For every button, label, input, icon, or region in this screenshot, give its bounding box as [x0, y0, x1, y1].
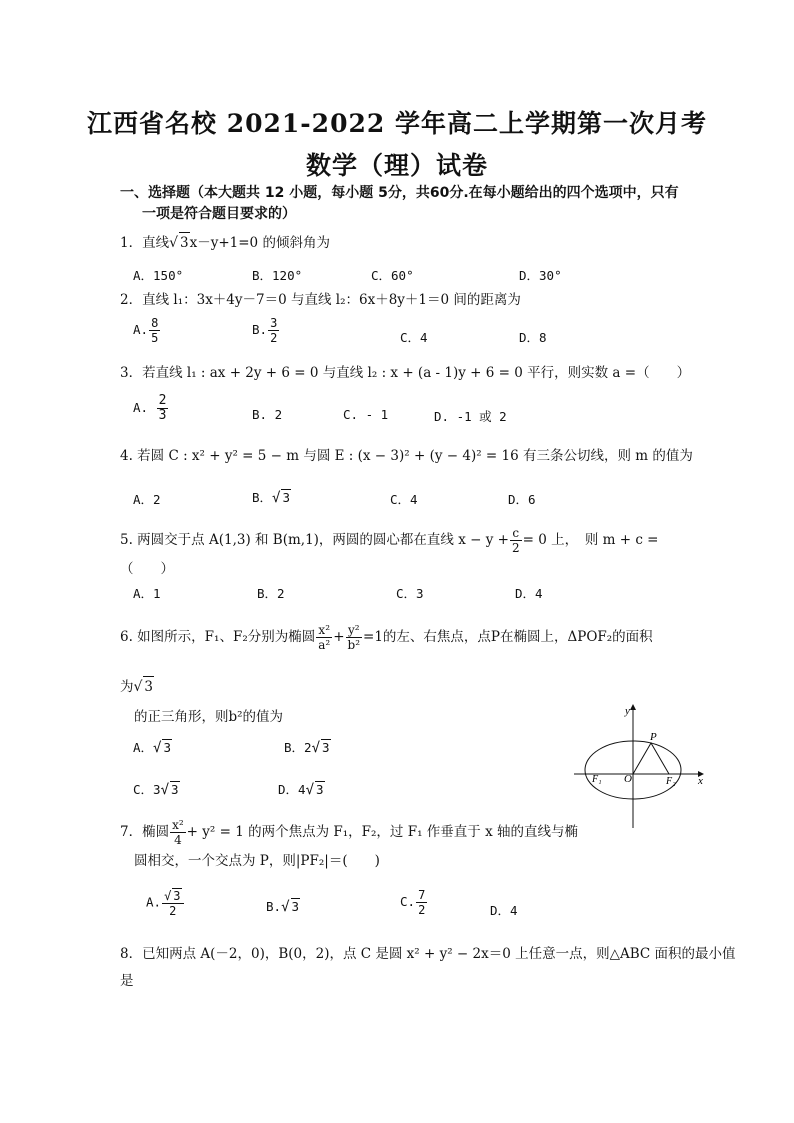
question-4: 4. 若圆 C : x² + y² = 5 − m 与圆 E : (x − 3)² + (y − 4)² = 16 有三条公切线，则 m 的值为	[120, 448, 693, 464]
ellipse-figure	[570, 700, 710, 835]
question-3: 3．若直线 l₁ : ax + 2y + 6 = 0 与直线 l₂ : x + (a - 1)y + 6 = 0 平行，则实数 a =（ ）	[120, 365, 691, 381]
question-2: 2．直线 l₁：3x＋4y－7＝0 与直线 l₂：6x＋8y＋1＝0 间的距离为	[120, 292, 521, 308]
label-o: O	[624, 773, 632, 785]
q4-option-d[interactable]: D．6	[508, 492, 536, 507]
label-y: y	[625, 705, 630, 717]
q2-option-d[interactable]: D．8	[519, 330, 547, 345]
q7-option-d[interactable]: D．4	[490, 903, 518, 918]
question-7-line2: 圆相交，一个交点为 P，则|PF₂|＝( )	[134, 853, 380, 869]
q5-option-c[interactable]: C．3	[396, 586, 424, 601]
q6-option-b[interactable]: B．2√ 3	[284, 740, 330, 756]
question-6-line3: 的正三角形，则b²的值为	[134, 709, 284, 725]
label-f1: F₁	[592, 774, 602, 785]
q3-option-b[interactable]: B. 2	[252, 407, 283, 422]
question-1: 1．直线√ 3x－y+1=0 的倾斜角为	[120, 232, 330, 253]
question-5-blank: （ ）	[120, 561, 174, 577]
q4-option-a[interactable]: A．2	[133, 492, 161, 507]
q4-option-c[interactable]: C．4	[390, 492, 418, 507]
q1-option-d[interactable]: D．30°	[519, 268, 562, 283]
q5-option-a[interactable]: A．1	[133, 586, 161, 601]
label-x: x	[698, 775, 703, 787]
y-axis-arrow	[630, 704, 636, 710]
q2-option-b[interactable]: B. $\frac{3}{2}$	[252, 316, 278, 345]
question-8-line2: 是	[120, 973, 134, 989]
question-7: 7．椭圆 $\frac{\text{x²}}{4}$ + y² = 1 的两个焦点为 F₁，F₂，过 F₁ 作垂直于 x 轴的直线与椭	[120, 818, 578, 847]
q3-option-d[interactable]: D. -1 或 2	[434, 409, 507, 424]
q1-option-a[interactable]: A．150°	[133, 268, 184, 283]
section-heading: 一、选择题（本大题共 12 小题，每小题 5分，共60分.在每小题给出的四个选项中，只有 一项是符合题目要求的）	[120, 185, 679, 222]
question-6-line2: 为√ 3	[120, 676, 154, 697]
exam-title: 江西省名校 2021-2022 学年高二上学期第一次月考	[87, 109, 707, 138]
q4-option-b[interactable]: B．√ 3	[252, 490, 290, 506]
q3-option-c[interactable]: C. - 1	[343, 407, 389, 422]
q6-option-a[interactable]: A．√ 3	[133, 740, 171, 756]
q6-option-c[interactable]: C．3√ 3	[133, 782, 179, 798]
q3-option-a[interactable]: A. $\frac{2}{3}$	[133, 393, 167, 423]
q2-option-c[interactable]: C．4	[400, 330, 428, 345]
q5-option-b[interactable]: B．2	[257, 586, 285, 601]
question-6: 6. 如图所示，F₁、F₂分别为椭圆 $\frac{\text{x²}}{\text{a²}}$ + $\frac{\text{y²}}{\text{b²}}$ =1的左、右焦点，点P在椭圆上，ΔPOF₂的面积	[120, 623, 653, 652]
q7-option-b[interactable]: B.√ 3	[266, 899, 300, 915]
q1-option-c[interactable]: C．60°	[371, 268, 414, 283]
exam-subtitle: 数学（理）试卷	[305, 151, 488, 180]
q7-option-a[interactable]: A. $\frac{√ 3}{2}$	[146, 888, 185, 918]
q6-option-d[interactable]: D．4√ 3	[278, 782, 324, 798]
q7-option-c[interactable]: C. $\frac{7}{2}$	[400, 888, 426, 917]
q5-option-d[interactable]: D．4	[515, 586, 543, 601]
question-8: 8．已知两点 A(－2，0)，B(0，2)，点 C 是圆 x² + y² − 2x＝0 上任意一点，则△ABC 面积的最小值	[120, 946, 736, 962]
label-p: P	[650, 731, 657, 743]
question-5: 5. 两圆交于点 A(1,3) 和 B(m,1)，两圆的圆心都在直线 x − y + $\frac{c}{2}$ = 0 上， 则 m + c =	[120, 526, 659, 555]
q1-option-b[interactable]: B．120°	[252, 268, 303, 283]
q2-option-a[interactable]: A. $\frac{8}{5}$	[133, 316, 159, 345]
label-f2: F₂	[666, 776, 676, 787]
